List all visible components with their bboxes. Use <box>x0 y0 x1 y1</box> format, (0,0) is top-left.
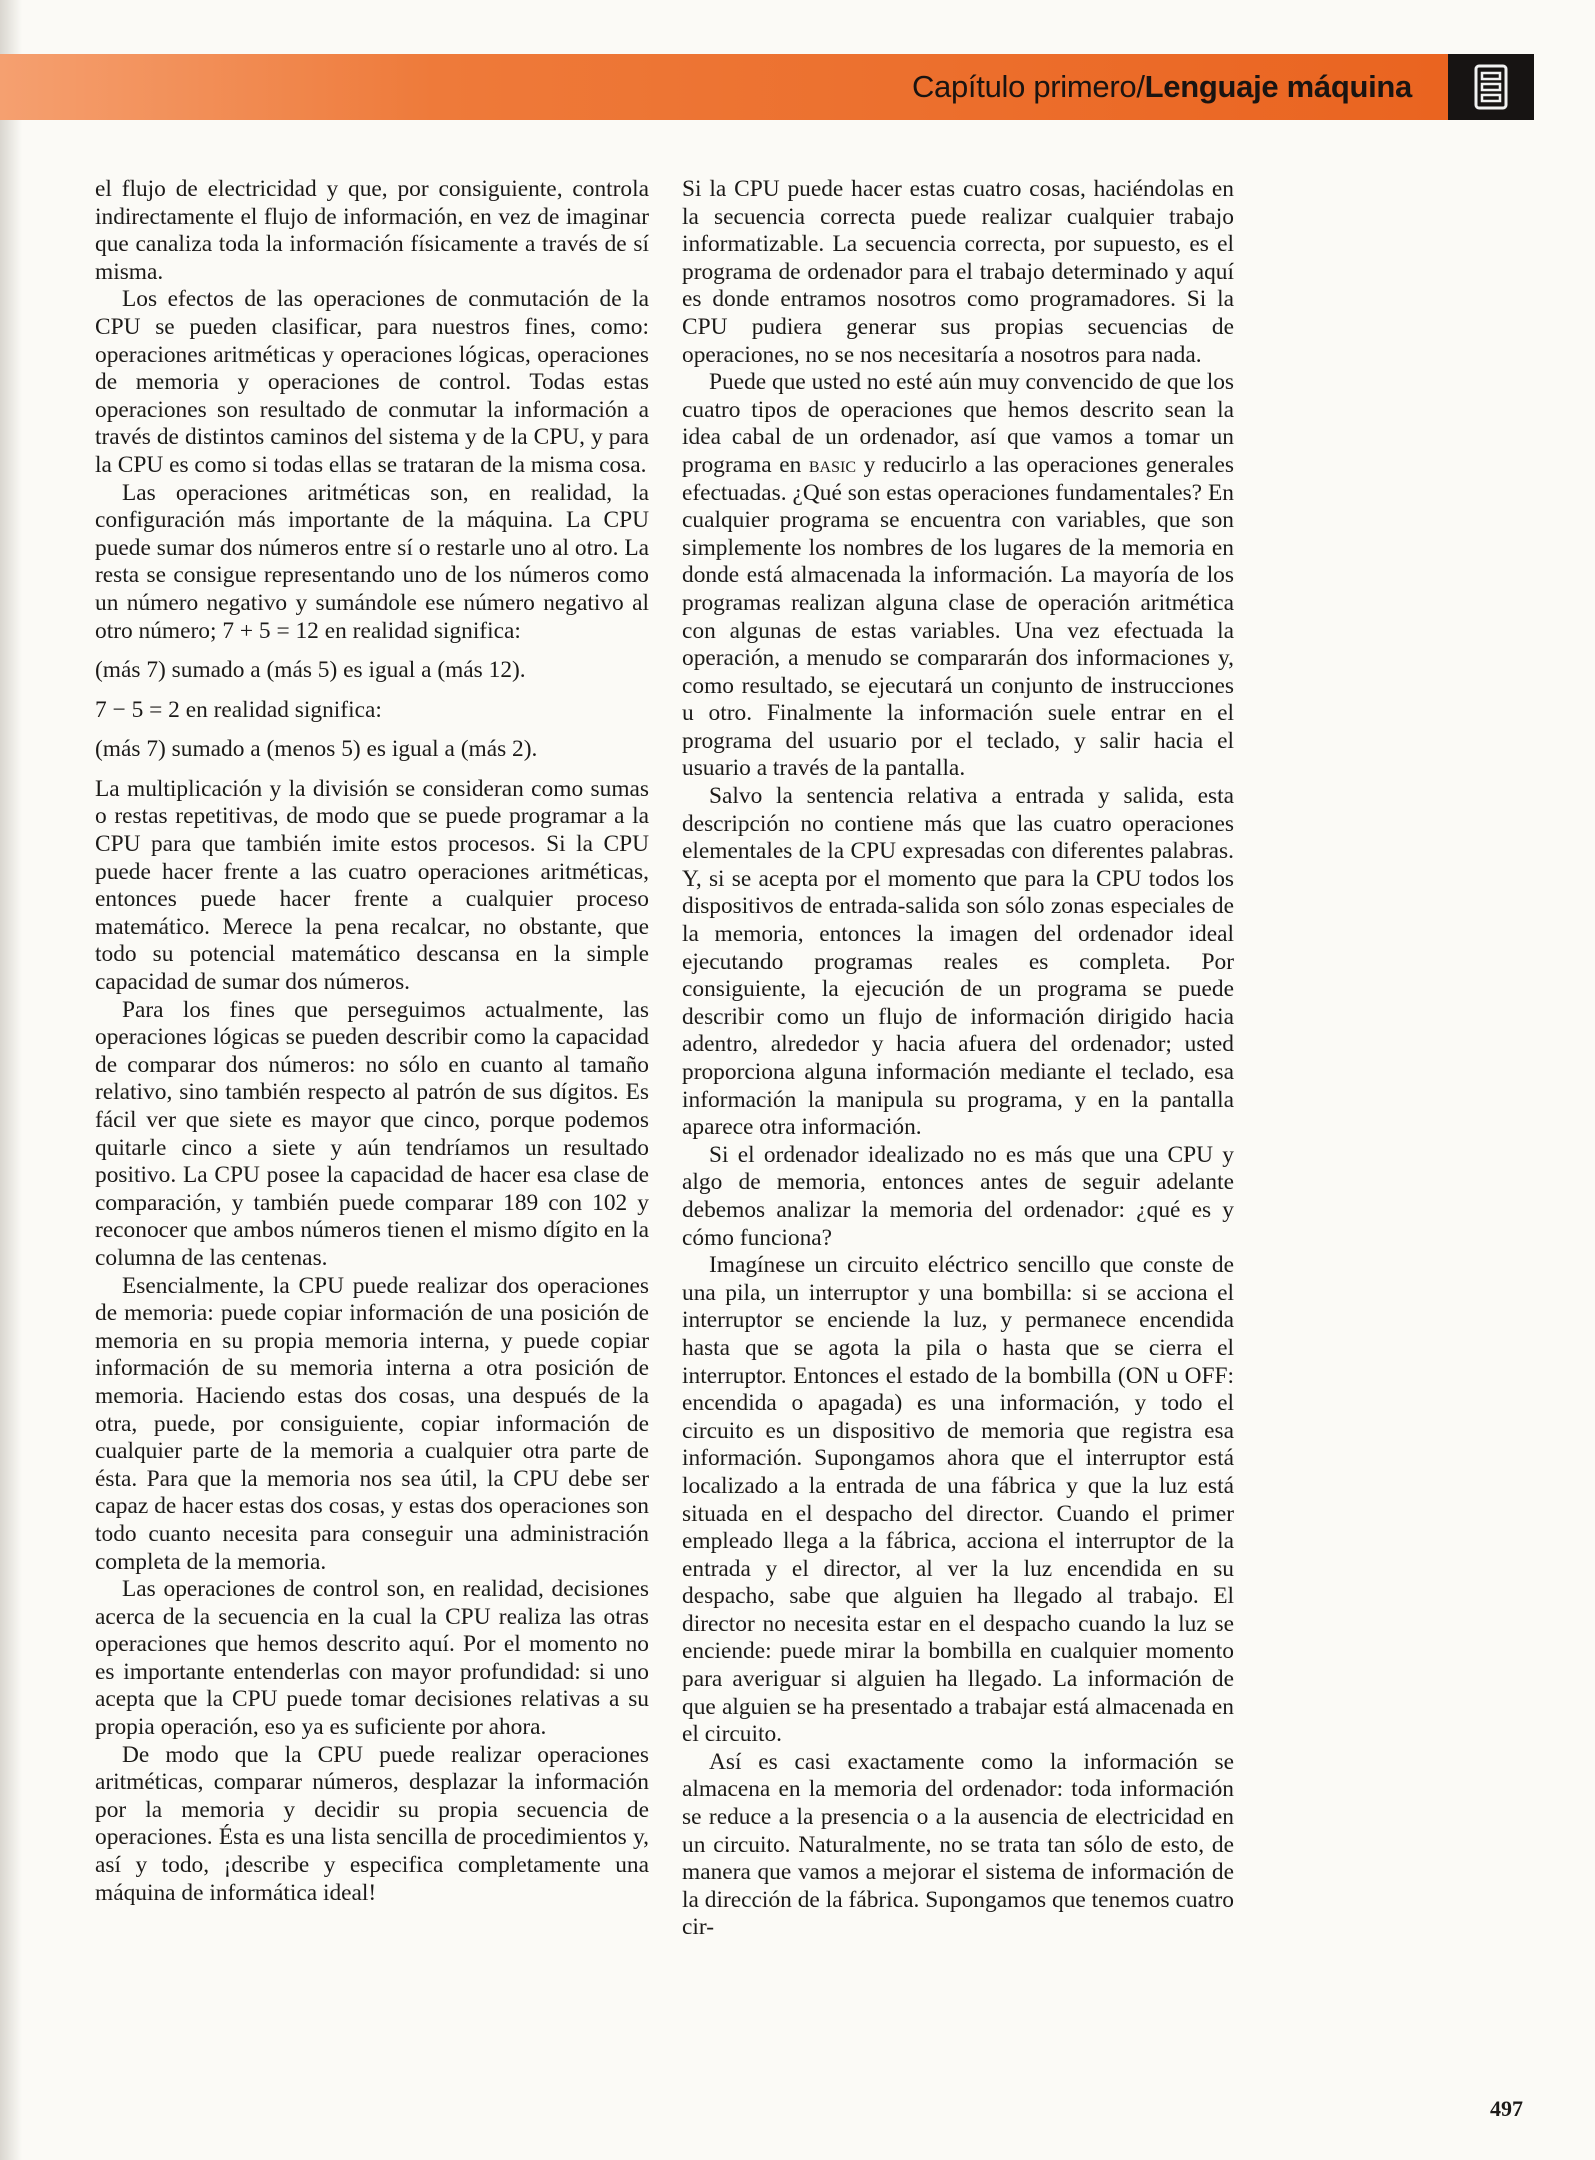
section-icon-box <box>1448 54 1534 120</box>
chapter-header-band <box>0 54 1448 120</box>
paragraph: Si la CPU puede hacer estas cuatro cosas, haciéndolas en la secuencia correcta puede realizar cualquier trabajo informatizable. La secuencia correcta, por supuesto, es el programa de ordenador para el trabajo determinado y aquí es donde entramos nosotros como programadores. Si la CPU pudiera generar sus propias secuencias de operaciones, no se nos necesitaría a nosotros para nada. <box>682 176 1234 368</box>
paragraph: Las operaciones aritméticas son, en realidad, la configuración más importante de la máquina. La CPU puede sumar dos números entre sí o restarle uno al otro. La resta se consigue representando uno de los números como un número negativo y sumándole ese número negativo al otro número; 7 + 5 = 12 en realidad significa: <box>95 479 649 644</box>
paragraph: Imagínese un circuito eléctrico sencillo que conste de una pila, un interruptor y una bombilla: si se acciona el interruptor se enciende la luz, y permanece encendida hasta que se agota la pila o hasta que se cierra el interruptor. Entonces el estado de la bombilla (ON u OFF: encendida o apagada) es una información, y todo el circuito es un dispositivo de memoria que registra esa información. Supongamos ahora que el interruptor está localizado a la entrada de una fábrica y que la luz está situada en el despacho del director. Cuando el primer empleado llega a la fábrica, acciona el interruptor de la entrada y el director, al ver la luz encendida en su despacho, sabe que alguien ha llegado al trabajo. El director no necesita estar en el despacho cuando la luz se enciende: puede mirar la bombilla en cualquier momento para averiguar si alguien ha llegado. La información de que alguien se ha presentado a trabajar está almacenada en el circuito. <box>682 1252 1234 1748</box>
paragraph: el flujo de electricidad y que, por consiguiente, controla indirectamente el flujo de información, en vez de imaginar que canaliza toda la información físicamente a través de sí misma. <box>95 176 649 285</box>
paragraph-text: Puede que usted no esté aún muy convencido de que los cuatro tipos de operaciones que hemos descrito sean la idea cabal de un ordenador, así que vamos a tomar un programa en <box>682 369 1234 478</box>
chapter-header-title <box>912 54 1448 120</box>
paragraph: Los efectos de las operaciones de conmutación de la CPU se pueden clasificar, para nuestros fines, como: operaciones aritméticas y operaciones lógicas, operaciones de memoria y operaciones de control. Todas estas operaciones son resultado de conmutar la información a través de distintos caminos del sistema y de la CPU, y para la CPU es como si todas ellas se trataran de la misma cosa. <box>95 286 649 478</box>
basic-keyword: basic <box>808 451 856 478</box>
formula-line: 7 − 5 = 2 en realidad significa: <box>95 696 382 723</box>
memory-chip-icon <box>1474 64 1508 110</box>
paragraph: La multiplicación y la división se consideran como sumas o restas repetitivas, de modo que se puede programar a la CPU para que también imite estos procesos. Si la CPU puede hacer frente a las cuatro operaciones aritméticas, entonces puede hacer frente a cualquier proceso matemático. Merece la pena recalcar, no obstante, que todo su potencial matemático descansa en la simple capacidad de sumar dos números. <box>95 775 649 996</box>
paragraph: De modo que la CPU puede realizar operaciones aritméticas, comparar números, desplazar la información por la memoria y decidir su propia secuencia de operaciones. Ésta es una lista sencilla de procedimientos y, así y todo, ¡describe y especifica completamente una máquina de informática ideal! <box>95 1741 649 1906</box>
chapter-label: Capítulo primero/ <box>911 69 1145 104</box>
formula-line: (más 7) sumado a (menos 5) es igual a (más 2). <box>95 736 538 763</box>
paragraph <box>682 369 1234 783</box>
paragraph: Si el ordenador idealizado no es más que una CPU y algo de memoria, entonces antes de seguir adelante debemos analizar la memoria del ordenador: ¿qué es y cómo funciona? <box>682 1141 1234 1251</box>
page-number: 497 <box>1490 2096 1523 2121</box>
paragraph: Esencialmente, la CPU puede realizar dos operaciones de memoria: puede copiar información de una posición de memoria en su propia memoria interna, y puede copiar información de su memoria interna a otra posición de memoria. Haciendo estas dos cosas, una después de la otra, puede, por consiguiente, copiar información de cualquier parte de la memoria a cualquier otra parte de ésta. Para que la memoria nos sea útil, la CPU debe ser capaz de hacer estas dos cosas, y estas dos operaciones son todo cuanto necesita para conseguir una administración completa de la memoria. <box>95 1272 649 1575</box>
paragraph-text: y reducirlo a las operaciones generales efectuadas. ¿Qué son estas operaciones fundamentales? En cualquier programa se encuentra con variables, que son simplemente los nombres de los lugares de la memoria en donde está almacenada la información. La mayoría de los programas realizan alguna clase de operación aritmética con algunas de estas variables. Una vez efectuada la operación, a menudo se compararán dos informaciones y, como resultado, se ejecutará un conjunto de instrucciones u otro. Finalmente la información suele entrar en el programa del usuario por el teclado, y salir hacia el usuario a través de la pantalla. <box>682 451 1234 782</box>
paragraph: Así es casi exactamente como la información se almacena en la memoria del ordenador: toda información se reduce a la presencia o a la ausencia de electricidad en un circuito. Naturalmente, no se trata tan sólo de esto, de manera que vamos a mejorar el sistema de información de la dirección de la fábrica. Supongamos que tenemos cuatro cir- <box>682 1748 1234 1941</box>
paragraph: Las operaciones de control son, en realidad, decisiones acerca de la secuencia en la cual la CPU realiza las otras operaciones que hemos descrito aquí. Por el momento no es importante entenderlas con mayor profundidad: si uno acepta que la CPU puede tomar decisiones relativas a su propia operación, eso ya es suficiente por ahora. <box>95 1576 649 1741</box>
left-text-column <box>95 176 649 1907</box>
formula-line: (más 7) sumado a (más 5) es igual a (más 12). <box>95 657 526 684</box>
paragraph: Para los fines que perseguimos actualmente, las operaciones lógicas se pueden describir como la capacidad de comparar dos números: no sólo en cuanto al tamaño relativo, sino también respecto al patrón de sus dígitos. Es fácil ver que siete es mayor que cinco, porque podemos quitarle cinco a siete y aún tendríamos un resultado positivo. La CPU posee la capacidad de hacer esa clase de comparación, y también puede comparar 189 con 102 y reconocer que ambos números tienen el mismo dígito en la columna de las centenas. <box>95 996 649 1271</box>
chapter-title: Lenguaje máquina <box>1144 69 1412 104</box>
paragraph: Salvo la sentencia relativa a entrada y salida, esta descripción no contiene más que las cuatro operaciones elementales de la CPU expresadas con diferentes palabras. Y, si se acepta por el momento que para la CPU todos los dispositivos de entrada-salida son sólo zonas especiales de la memoria, entonces la imagen del ordenador ideal ejecutando programas reales es completa. Por consiguiente, la ejecución de un programa se puede describir como un flujo de información dirigido hacia adentro, alrededor y hacia afuera del ordenador; usted proporciona alguna información mediante el teclado, esa información la manipula su programa, y en la pantalla aparece otra información. <box>682 783 1234 1141</box>
page-gutter-shadow <box>0 0 22 2160</box>
right-text-column <box>682 176 1234 1942</box>
